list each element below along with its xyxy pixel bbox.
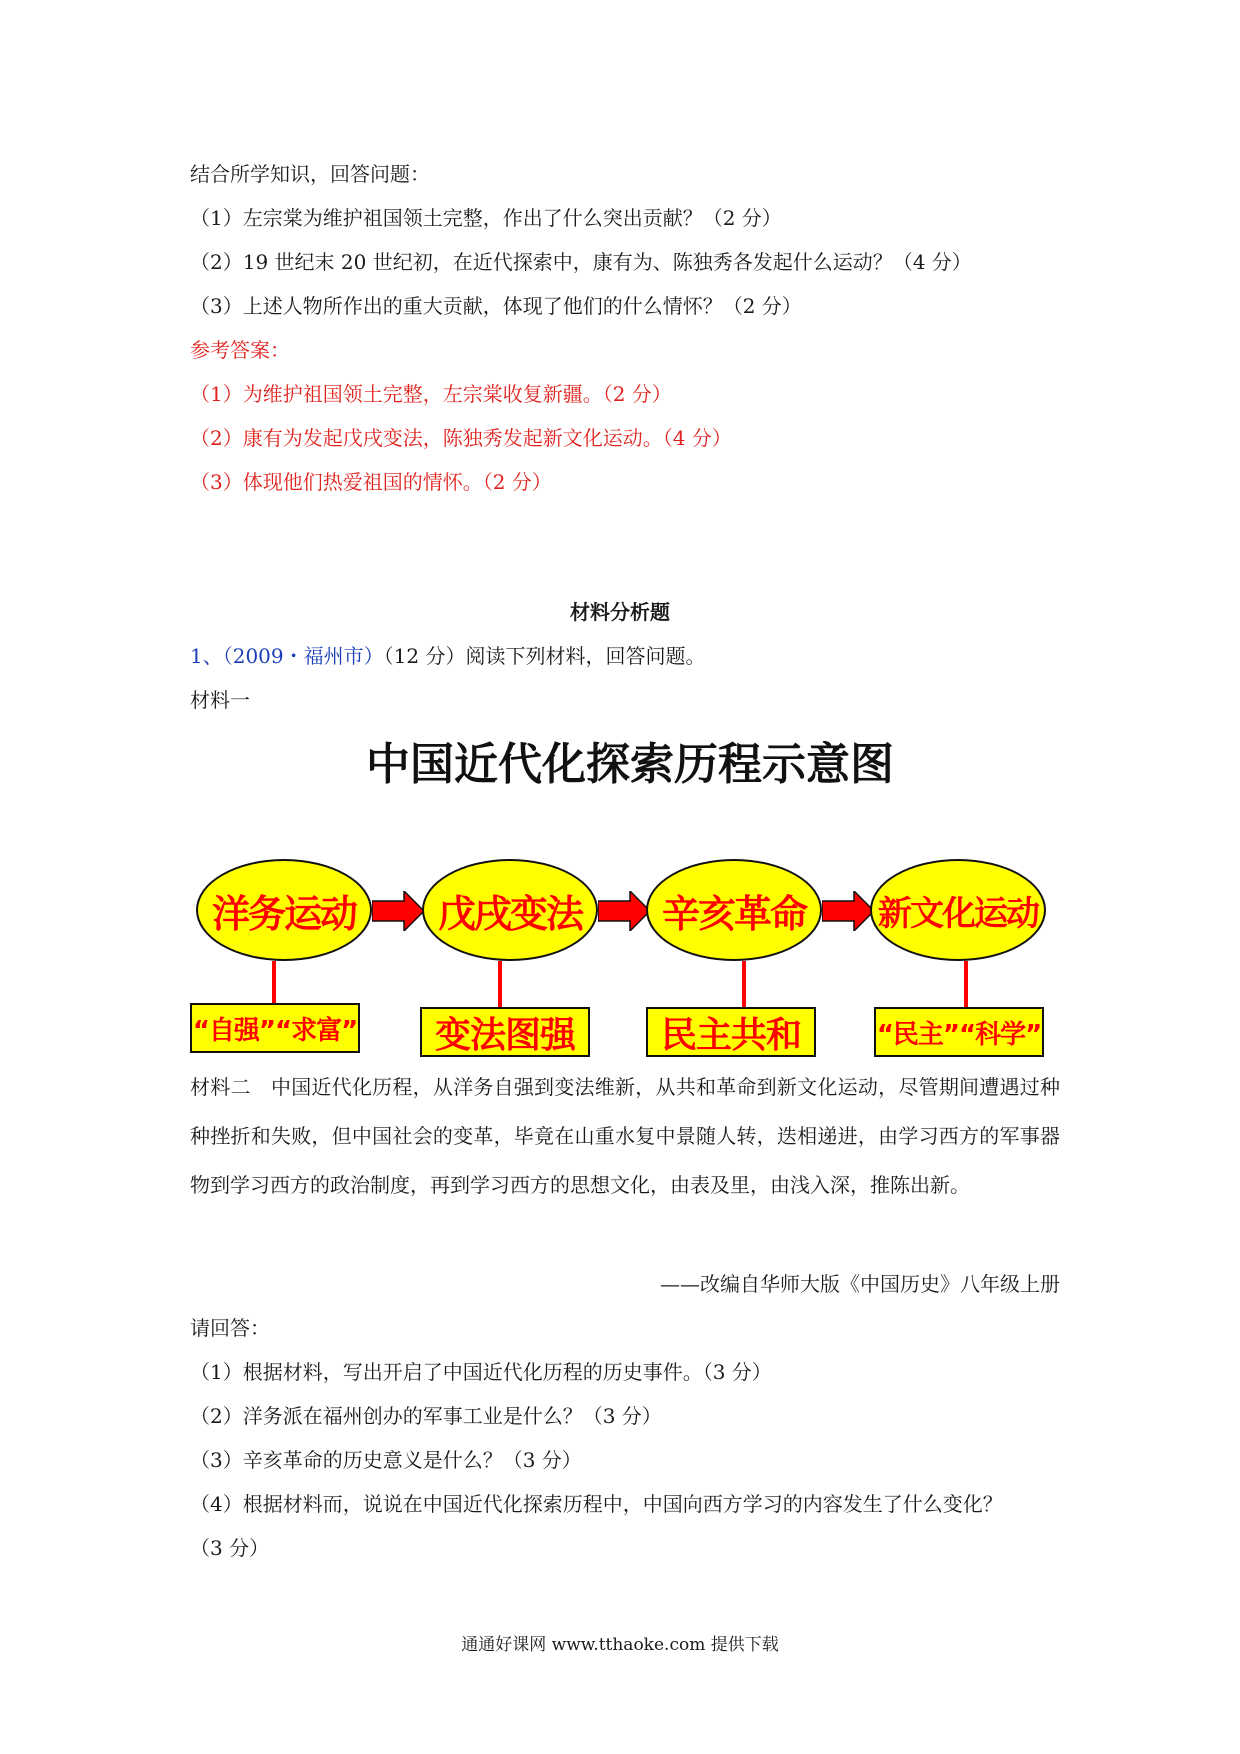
q1-source-tag: （2009・福州市） (222, 644, 384, 668)
q1-sub-question-4-points: （3 分） (190, 1536, 270, 1560)
answer-1: （1）为维护祖国领土完整，左宗棠收复新疆。（2 分） (190, 382, 672, 406)
q1-sub-question-2: （2）洋务派在福州创办的军事工业是什么？（3 分） (190, 1404, 662, 1428)
material1-label: 材料一 (190, 688, 250, 712)
slogan-box-4: “民主”“科学” (874, 1007, 1044, 1057)
q1-header-text: （12 分）阅读下列材料，回答问题。 (383, 644, 706, 668)
prev-question-3: （3）上述人物所作出的重大贡献，体现了他们的什么情怀？（2 分） (190, 294, 802, 318)
prev-question-2: （2）19 世纪末 20 世纪初，在近代探索中，康有为、陈独秀各发起什么运动？（4 分） (190, 250, 972, 274)
arrow-right-icon (822, 891, 874, 931)
arrow-right-icon (598, 891, 650, 931)
arrow-right-icon (372, 891, 424, 931)
slogan-box-1: “自强”“求富” (190, 1003, 360, 1053)
q1-sub-question-4: （4）根据材料而，说说在中国近代化探索历程中，中国向西方学习的内容发生了什么变化？ (190, 1492, 1003, 1516)
modernization-diagram (190, 735, 1070, 1060)
material2-paragraph (190, 1063, 1060, 1210)
page-footer: 通通好课网 www.tthaoke.com 提供下载 (461, 1635, 779, 1655)
section-title: 材料分析题 (570, 600, 670, 624)
slogan-box-2: 变法图强 (420, 1007, 590, 1057)
answer-2: （2）康有为发起戊戌变法，陈独秀发起新文化运动。（4 分） (190, 426, 732, 450)
prev-question-intro: 结合所学知识，回答问题： (190, 162, 430, 186)
answer-heading: 参考答案： (190, 338, 290, 362)
stage-oval-4: 新文化运动 (870, 859, 1046, 961)
material2-source: ——改编自华师大版《中国历史》八年级上册 (660, 1272, 1060, 1296)
material2-text: 中国近代化历程，从洋务自强到变法维新，从共和革命到新文化运动，尽管期间遭遇过种种挫折和失败，但中国社会的变革，毕竟在山重水复中景随人转，迭相递进，由学习西方的军事器物到学习西方的政治制度，再到学习西方的思想文化，由表及里，由浅入深，推陈出新。 (190, 1075, 1061, 1197)
q1-sub-question-1: （1）根据材料，写出开启了中国近代化历程的历史事件。（3 分） (190, 1360, 772, 1384)
answer-3: （3）体现他们热爱祖国的情怀。（2 分） (190, 470, 552, 494)
prev-question-1: （1）左宗棠为维护祖国领土完整，作出了什么突出贡献？（2 分） (190, 206, 782, 230)
stage-oval-3: 辛亥革命 (646, 859, 822, 961)
q1-number: 1、 (190, 644, 223, 668)
diagram-title: 中国近代化探索历程示意图 (366, 739, 894, 790)
q1-sub-question-3: （3）辛亥革命的历史意义是什么？（3 分） (190, 1448, 582, 1472)
stage-oval-2: 戊戌变法 (422, 859, 598, 961)
material2-label: 材料二 (190, 1075, 251, 1099)
q1-header (190, 642, 705, 670)
slogan-box-3: 民主共和 (646, 1007, 816, 1057)
answer-prompt: 请回答： (190, 1316, 270, 1340)
stage-oval-1: 洋务运动 (196, 859, 372, 961)
